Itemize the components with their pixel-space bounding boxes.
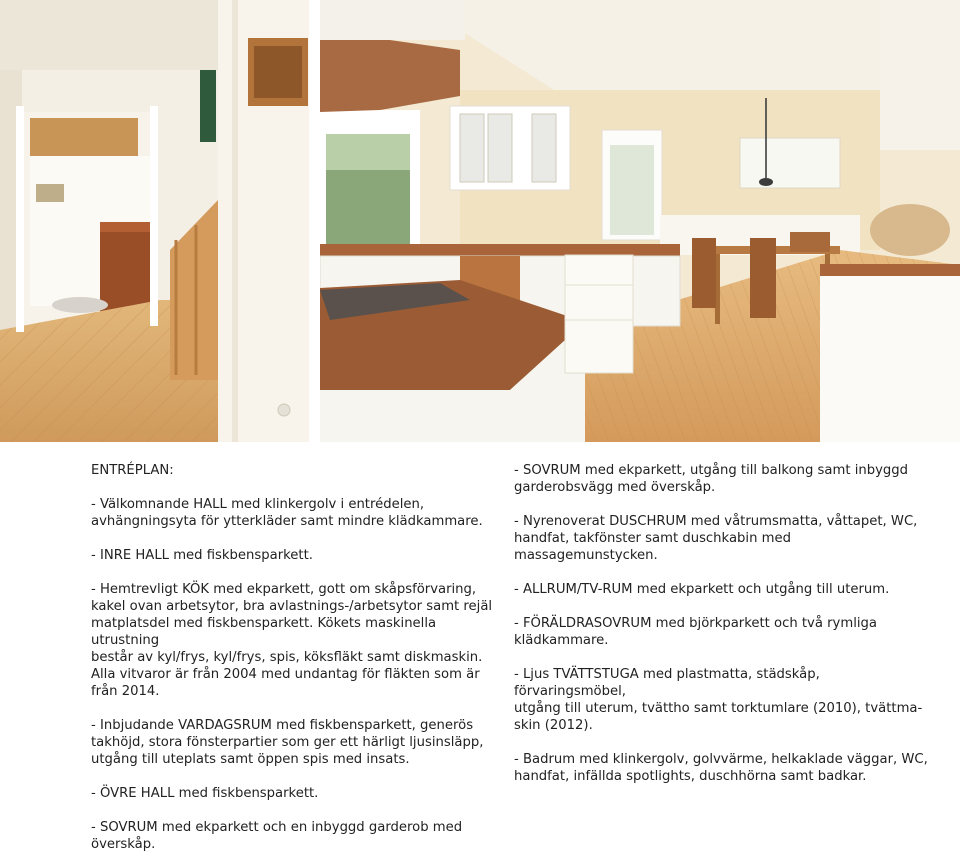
room-description-family-room: - ALLRUM/TV-RUM med ekparkett och utgång till uterum. — [514, 582, 890, 597]
section-heading: ENTRÉPLAN: — [91, 463, 174, 478]
right-text-column — [514, 462, 934, 785]
hallway-photo — [0, 0, 309, 442]
room-description-shower-room: - Nyrenoverat DUSCHRUM med våtrumsmatta, våttapet, WC, handfat, takfönster samt duschkabin med massagemunstycken. — [514, 514, 918, 563]
room-description-inner-hall: - INRE HALL med fiskbensparkett. — [91, 548, 313, 563]
kitchen-photo — [320, 0, 960, 442]
room-description-bedroom: - SOVRUM med ekparkett och en inbyggd garderob med överskåp. — [91, 820, 463, 852]
room-description-hall: - Välkomnande HALL med klinkergolv i entrédelen, avhängningsyta för ytterkläder samt mindre klädkammare. — [91, 497, 483, 529]
room-description-bedroom-balcony: - SOVRUM med ekparkett, utgång till balkong samt inbyggd garderobsvägg med överskåp. — [514, 463, 909, 495]
room-description-upper-hall: - ÖVRE HALL med fiskbensparkett. — [91, 786, 319, 801]
room-description-kitchen: - Hemtrevligt KÖK med ekparkett, gott om skåpsförvaring, kakel ovan arbetsytor, bra avlastnings-/arbetsytor samt rejäl matplatsdel med fiskbensparkett. Kökets maskinella utrustning består av kyl/frys, kyl/frys, spis, köksfläkt samt diskmaskin. Alla vitvaror är från 2004 med undantag för fläkten som är från 2014. — [91, 582, 493, 699]
room-description-living-room: - Inbjudande VARDAGSRUM med fiskbensparkett, generös takhöjd, stora fönsterpartier som ger ett härligt ljusinsläpp, utgång till uteplats samt öppen spis med insats. — [91, 718, 484, 767]
room-description-laundry: - Ljus TVÄTTSTUGA med plastmatta, städskåp, förvaringsmöbel, utgång till uterum, tvättho samt torktumlare (2010), tvättma- skin (2012). — [514, 667, 923, 733]
room-description-bathroom: - Badrum med klinkergolv, golvvärme, helkaklade väggar, WC, handfat, infällda spotlights, duschhörna samt badkar. — [514, 752, 928, 784]
room-description-master-bedroom: - FÖRÄLDRASOVRUM med björkparkett och två rymliga klädkammare. — [514, 616, 877, 648]
left-text-column — [91, 462, 503, 853]
